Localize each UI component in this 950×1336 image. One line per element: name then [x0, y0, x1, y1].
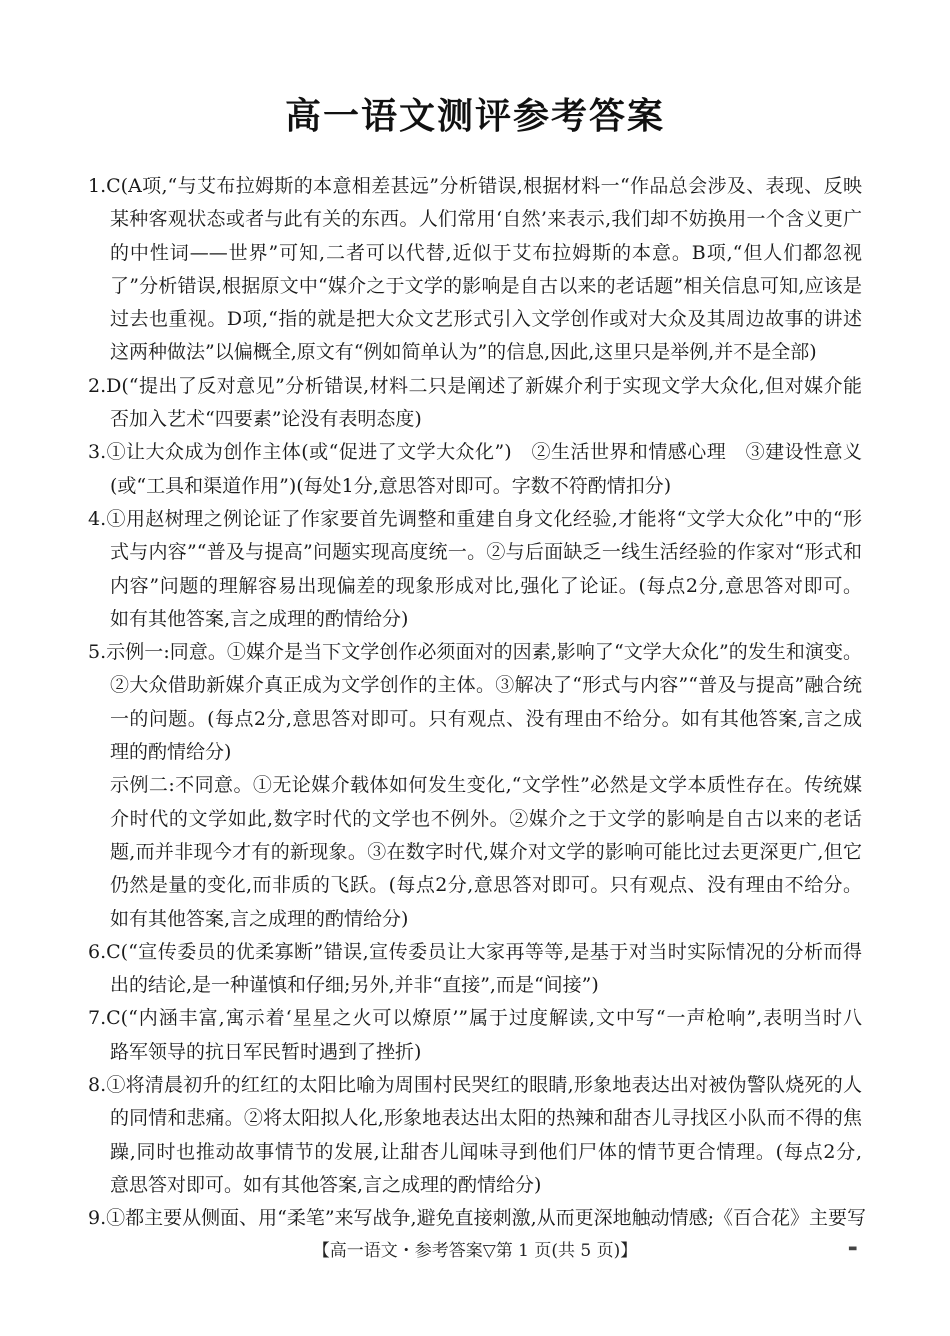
answer-line: 6.C(“宣传委员的优柔寡断”错误,宣传委员让大家再等等,是基于对当时实际情况的分析而得 — [88, 940, 862, 963]
answer-line: 示例二:不同意。①无论媒介载体如何发生变化,“文学性”必然是文学本质性存在。传统媒 — [110, 774, 862, 797]
answer-line: 1.C(A项,“与艾布拉姆斯的本意相差甚远”分析错误,根据材料一“作品总会涉及、表现、反映 — [88, 175, 862, 197]
answer-line: 介时代的文学如此,数字时代的文学也不例外。②媒介之于文学的影响是自古以来的老话 — [110, 807, 862, 830]
page-title: 高一语文测评参考答案 — [284, 95, 665, 137]
answer-line: 仍然是量的变化,而非质的飞跃。(每点2分,意思答对即可。只有观点、没有理由不给分。 — [110, 874, 862, 897]
answer-item-8 — [88, 1069, 862, 1202]
answer-line: 这两种做法”以偏概全,原文有“例如简单认为”的信息,因此,这里只是举例,并不是全部) — [110, 341, 817, 364]
answer-line: 了”分析错误,根据原文中“媒介之于文学的影响是自古以来的老话题”相关信息可知,应该是 — [110, 274, 862, 297]
answer-item-7 — [88, 1002, 862, 1069]
answer-line: 如有其他答案,言之成理的酌情给分) — [110, 907, 409, 930]
answer-line: 8.①将清晨初升的红红的太阳比喻为周围村民哭红的眼睛,形象地表达出对被伪警队烧死的人 — [88, 1074, 862, 1097]
answer-item-3 — [88, 436, 862, 503]
answer-line: 的同情和悲痛。②将太阳拟人化,形象地表达出太阳的热辣和甜杏儿寻找区小队而不得的焦 — [110, 1107, 862, 1130]
answer-line: 2.D(“提出了反对意见”分析错误,材料二只是阐述了新媒介利于实现文学大众化,但对媒介能 — [88, 374, 862, 397]
answer-line: 内容”问题的理解容易出现偏差的现象形成对比,强化了论证。(每点2分,意思答对即可。 — [110, 574, 862, 597]
answer-line: 5.示例一:同意。①媒介是当下文学创作必须面对的因素,影响了“文学大众化”的发生和演变。 — [88, 641, 862, 664]
page-footer: 【高一语文・参考答案▽第 1 页(共 5 页)】 — [312, 1241, 638, 1261]
answer-line: 的中性词——世界”可知,二者可以代替,近似于艾布拉姆斯的本意。B项,“但人们都忽视 — [110, 241, 862, 264]
answer-item-4 — [88, 503, 862, 636]
answer-line: 题,而并非现今才有的新现象。③在数字时代,媒介对文学的影响可能比过去更深更广,但它 — [110, 840, 862, 863]
answer-line: 7.C(“内涵丰富,寓示着‘星星之火可以燎原’”属于过度解读,文中写“一声枪响”,表明当时八 — [88, 1007, 862, 1030]
answer-item-9 — [88, 1202, 867, 1235]
answer-line: ②大众借助新媒介真正成为文学创作的主体。③解决了“形式与内容”“普及与提高”融合统 — [110, 674, 862, 697]
answer-line: 某种客观状态或者与此有关的东西。人们常用‘自然’来表示,我们却不妨换用一个含义更广 — [110, 208, 862, 231]
answer-line: 3.①让大众成为创作主体(或“促进了文学大众化”) ②生活世界和情感心理 ③建设性意义 — [88, 441, 862, 464]
answer-item-1 — [88, 170, 862, 370]
answer-item-5 — [88, 636, 862, 936]
answer-line: 出的结论,是一种谨慎和仔细;另外,并非“直接”,而是“间接”) — [110, 974, 599, 997]
answer-line: 4.①用赵树理之例论证了作家要首先调整和重建自身文化经验,才能将“文学大众化”中的“形 — [88, 507, 862, 530]
answer-line: 如有其他答案,言之成理的酌情给分) — [110, 607, 409, 630]
answer-line: 路军领导的抗日军民暂时遇到了挫折) — [110, 1040, 422, 1063]
answer-line: 否加入艺术“四要素”论没有表明态度) — [110, 408, 422, 431]
answer-line: 理的酌情给分) — [110, 741, 232, 764]
answer-item-2 — [88, 370, 862, 437]
answer-line: (或“工具和渠道作用”)(每处1分,意思答对即可。字数不符酌情扣分) — [110, 474, 672, 497]
answer-line: 式与内容”“普及与提高”问题实现高度统一。②与后面缺乏一线生活经验的作家对“形式和 — [110, 541, 862, 564]
answer-list — [88, 170, 867, 1236]
answer-item-6 — [88, 936, 862, 1003]
answer-line: 9.①都主要从侧面、用“柔笔”来写战争,避免直接刺激,从而更深地触动情感;《百合花》主要写 — [88, 1207, 867, 1230]
footer-mark: ▬ — [848, 1243, 858, 1254]
answer-line: 过去也重视。D项,“指的就是把大众文艺形式引入文学创作或对大众及其周边故事的讲述 — [110, 308, 862, 331]
answer-line: 一的问题。(每点2分,意思答对即可。只有观点、没有理由不给分。如有其他答案,言之成 — [110, 707, 862, 730]
answer-line: 意思答对即可。如有其他答案,言之成理的酌情给分) — [110, 1173, 542, 1196]
answer-line: 躁,同时也推动故事情节的发展,让甜杏儿闻味寻到他们尸体的情节更合情理。(每点2分, — [110, 1140, 862, 1163]
